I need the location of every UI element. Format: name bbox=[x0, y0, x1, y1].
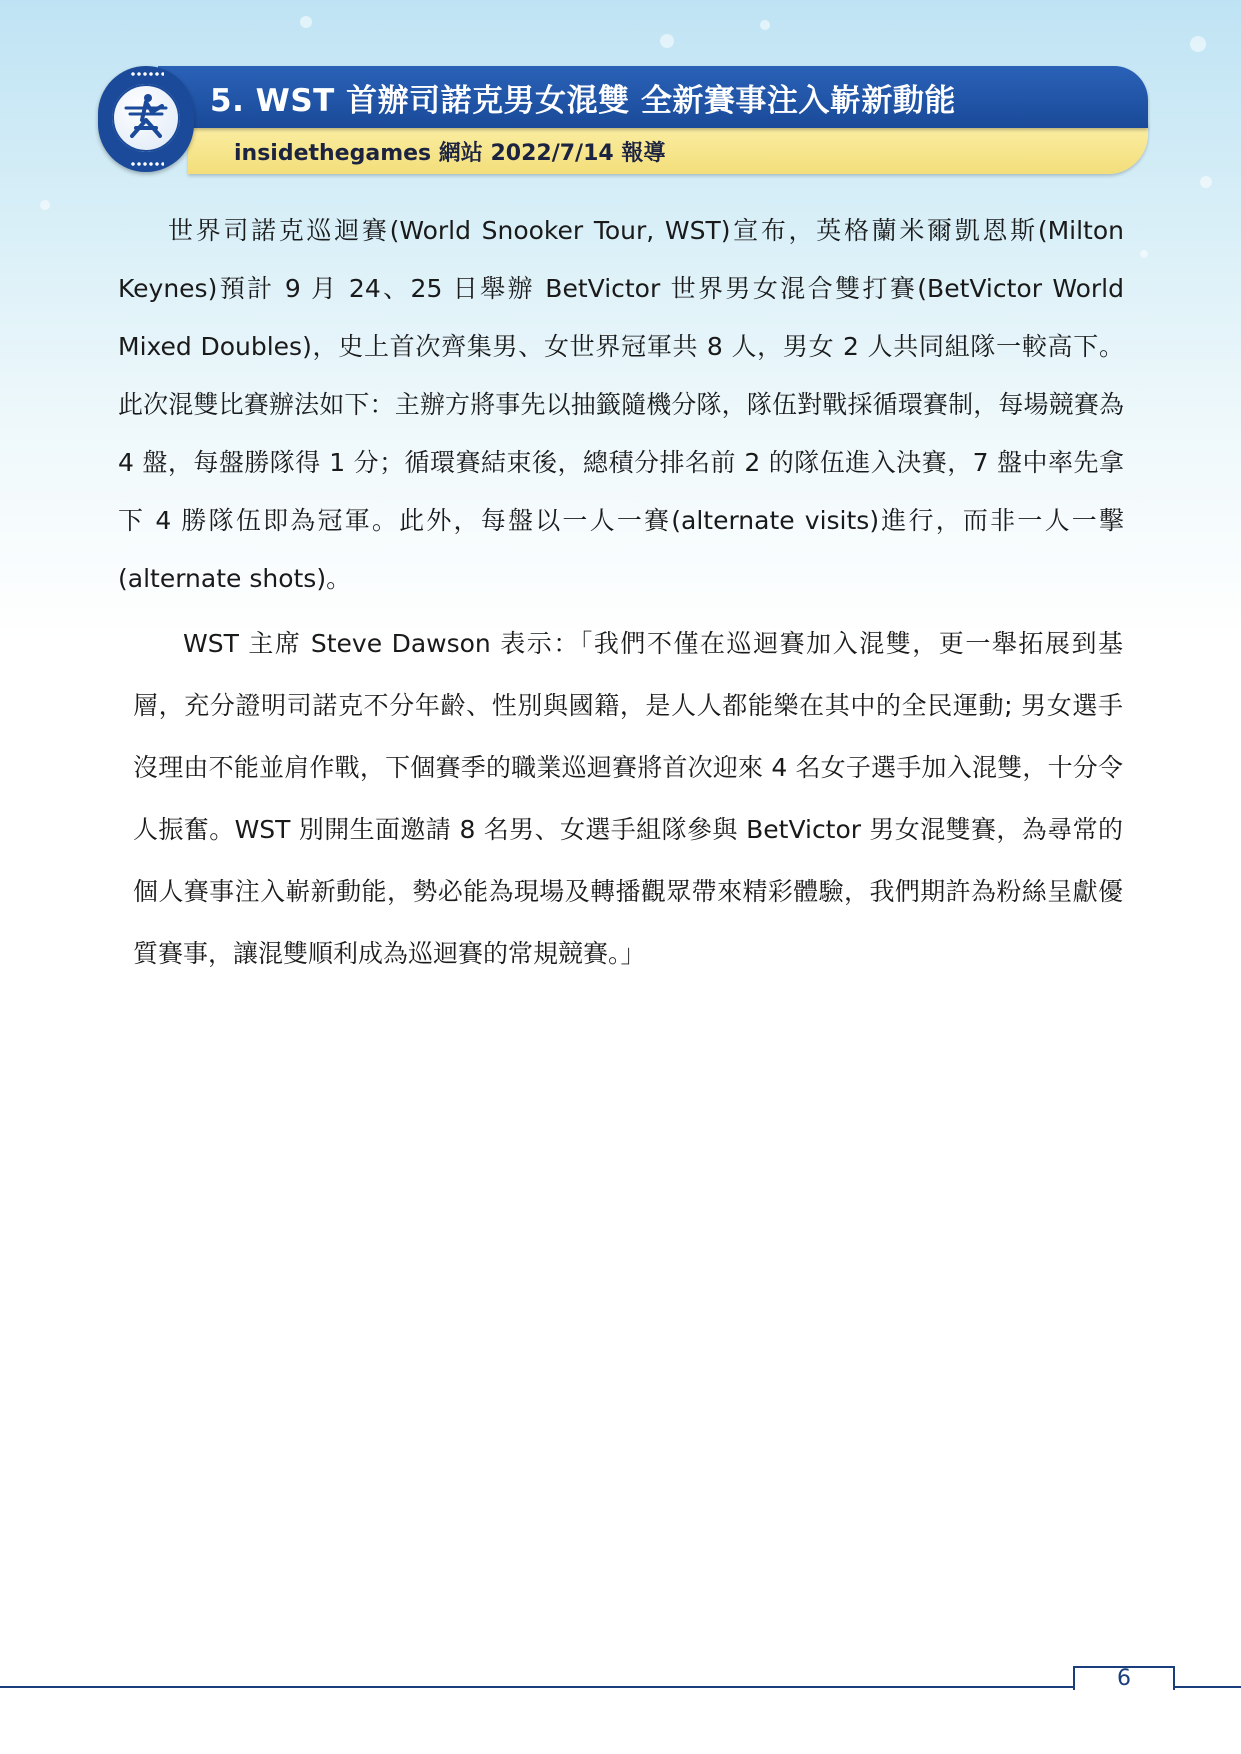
background-bokeh bbox=[1200, 176, 1212, 188]
badge-dots-top bbox=[130, 72, 164, 76]
background-bokeh bbox=[300, 16, 312, 28]
section-title: 5. WST 首辦司諾克男女混雙 全新賽事注入嶄新動能 bbox=[210, 83, 956, 119]
page-number: 6 bbox=[1117, 1666, 1131, 1691]
background-bokeh bbox=[760, 20, 770, 30]
section-source: insidethegames 網站 2022/7/14 報導 bbox=[234, 141, 666, 166]
background-bokeh bbox=[1190, 36, 1206, 52]
athlete-icon bbox=[112, 84, 180, 152]
sports-badge-icon bbox=[98, 66, 194, 172]
section-banner bbox=[98, 66, 1150, 176]
footer-rule-right bbox=[1173, 1686, 1241, 1688]
article-paragraph-2: WST 主席 Steve Dawson 表示：「我們不僅在巡迴賽加入混雙，更一舉拓展到基層，充分證明司諾克不分年齡、性別與國籍，是人人都能樂在其中的全民運動; 男女選手沒理由不能並肩作戰，下個賽季的職業巡迴賽將首次迎來 4 名女子選手加入混雙，十分令人振奮。WST 別開生面邀請 8 名男、女選手組隊參與 BetVictor 男女混雙賽，為尋常的個人賽事注入嶄新動能，勢必能為現場及轉播觀眾帶來精彩體驗，我們期許為粉絲呈獻優質賽事，讓混雙順利成為巡迴賽的常規競賽。」 bbox=[133, 629, 1123, 968]
background-bokeh bbox=[660, 34, 674, 48]
page-number-box bbox=[1073, 1666, 1175, 1690]
background-bokeh bbox=[1140, 250, 1148, 258]
badge-dots-bottom bbox=[130, 162, 164, 166]
article-paragraph-1: 世界司諾克巡迴賽(World Snooker Tour, WST)宣布，英格蘭米爾凱恩斯(Milton Keynes)預計 9 月 24、25 日舉辦 BetVictor 世界男女混合雙打賽(BetVictor World Mixed Doubles)，史上首次齊集男、女世界冠軍共 8 人，男女 2 人共同組隊一較高下。此次混雙比賽辦法如下：主辦方將事先以抽籤隨機分隊，隊伍對戰採循環賽制，每場競賽為 4 盤，每盤勝隊得 1 分；循環賽結束後，總積分排名前 2 的隊伍進入決賽，7 盤中率先拿下 4 勝隊伍即為冠軍。此外，每盤以一人一賽(alternate visits)進行，而非一人一擊(alternate shots)。 bbox=[118, 216, 1124, 593]
footer-rule bbox=[0, 1686, 1073, 1688]
background-bokeh bbox=[40, 200, 50, 210]
badge-emblem bbox=[112, 84, 180, 152]
